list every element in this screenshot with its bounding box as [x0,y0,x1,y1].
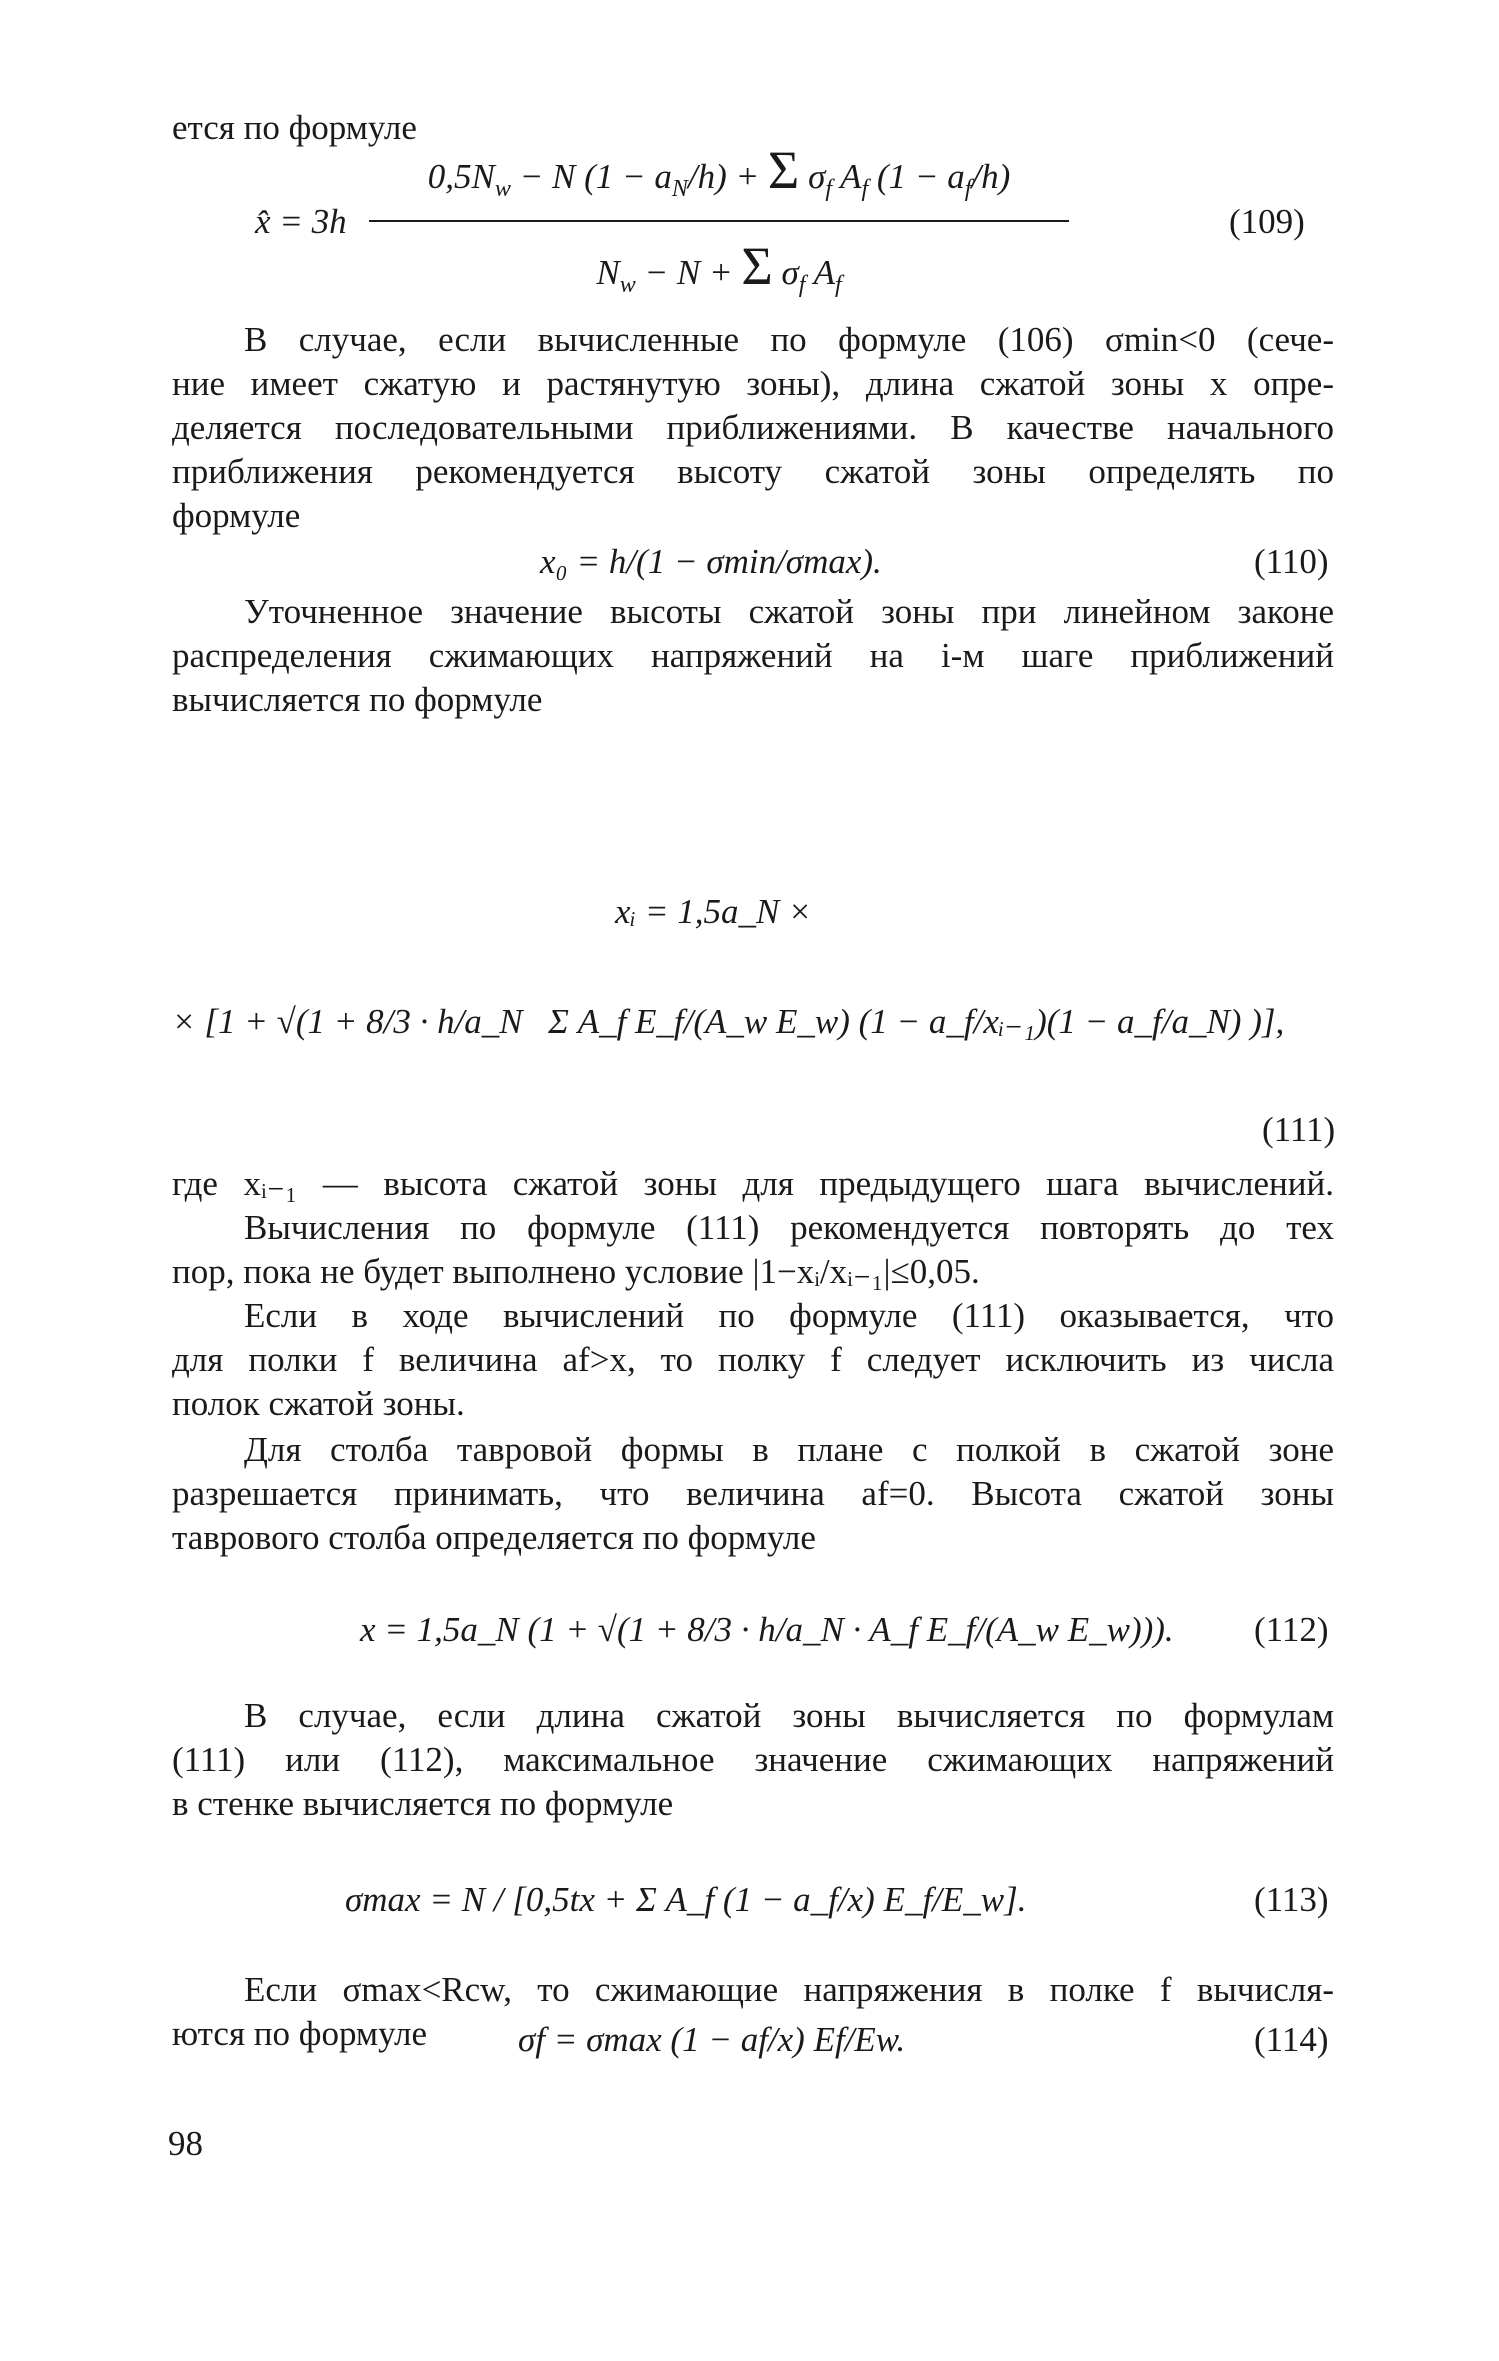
paragraph-6: В случае, если длина сжатой зоны вычисляется по формулам (111) или (112), максимальное значение сжимающих напряжений в стенке вычисляется по формуле [172,1696,1334,1823]
equation-number-112: (112) [1254,1610,1329,1649]
equation-number-114: (114) [1254,2020,1329,2059]
equation-109: x̂ = 3h $0,5N_w - N$ $(1 - a_N/h) + \Sigma$ $\sigma_f$ $A_f$ $(1 - a_f/h)$ $N_w - N + \Sigma$ $\sigma_f$ $A_f$ (109) [255,140,1305,298]
equation-number-111: (111) [1262,1110,1336,1149]
paragraph-7: Если σmax<Rcw, то сжимающие напряжения в полке f вычисля- ются по формуле [172,1970,1334,2053]
page-number: 98 [168,2124,203,2163]
paragraph-5: Для столба тавровой формы в плане с полкой в сжатой зоне разрешается принимать, что величина af=0. Высота сжатой зоны таврового столба определяется по формуле [172,1430,1334,1557]
paragraph-1: В случае, если вычисленные по формуле (106) σmin<0 (сече- ние имеет сжатую и растянутую зоны), длина сжатой зоны x опре- деляется последовательными приближениями. В качестве начального приближения рекомендуется высоту сжатой зоны определять по формуле [172,320,1334,535]
equation-113: σmax = N / [0,5tx + Σ A_f (1 − a_f/x) E_f/E_w]. [345,1880,1027,1919]
equation-111-line2: × [1 + √(1 + 8/3 · h/a_N Σ A_f E_f/(A_w E_w) (1 − a_f/xᵢ₋₁)(1 − a_f/a_N) )], [172,1002,1285,1041]
equation-number-113: (113) [1254,1880,1329,1919]
equation-111-line1: xᵢ = 1,5a_N × [615,892,812,931]
equation-number-110: (110) [1254,542,1329,581]
equation-112: x = 1,5a_N (1 + √(1 + 8/3 · h/a_N · A_f E_f/(A_w E_w))). [360,1610,1174,1649]
paragraph-2: Уточненное значение высоты сжатой зоны при линейном законе распределения сжимающих напряжений на i-м шаге приближений вычисляется по формуле [172,592,1334,719]
opening-line: ется по формуле [172,108,417,147]
equation-110: x₀ = h/(1 − σmin/σmax). [540,542,882,581]
equation-114: σf = σmax (1 − af/x) Ef/Ew. [518,2020,906,2059]
paragraph-4: Если в ходе вычислений по формуле (111) оказывается, что для полки f величина af>x, то полку f следует исключить из числа полок сжатой зоны. [172,1296,1334,1423]
paragraph-3: где xᵢ₋₁ — высота сжатой зоны для предыдущего шага вычислений. Вычисления по формуле (111) рекомендуется повторять до тех пор, пока не будет выполнено условие |1−xᵢ/xᵢ₋₁|≤0,05. [172,1164,1334,1291]
